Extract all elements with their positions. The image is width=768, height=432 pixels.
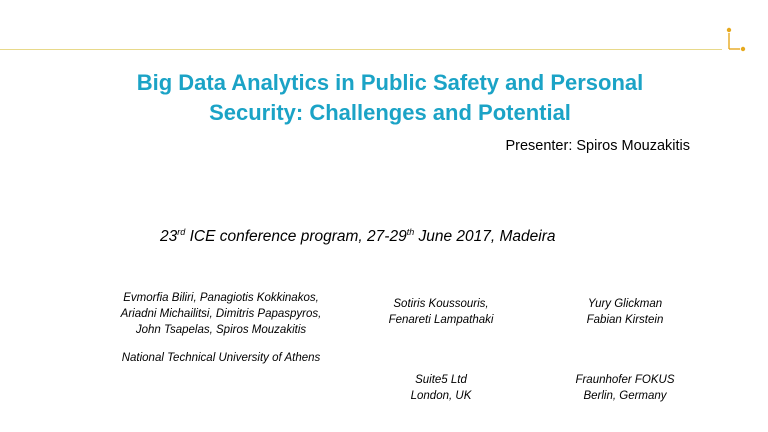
institution-suite5 [360, 372, 522, 404]
author-line: Ariadni Michailitsi, Dimitris Papaspyros, [120, 308, 322, 320]
title-line-1: Big Data Analytics in Public Safety and Personal [136, 70, 644, 95]
title-line-2: Security: Challenges and Potential [209, 100, 571, 125]
corner-bracket-dots-icon [720, 24, 750, 54]
conference-month-location: June 2017, Madeira [414, 228, 556, 245]
institution-line: Fraunhofer FOKUS [575, 374, 675, 386]
author-line: Yury Glickman [587, 298, 663, 310]
institution-line: National Technical University of Athens [121, 352, 321, 364]
conference-edition: 23 [160, 228, 178, 245]
institution-ntua [108, 350, 334, 366]
author-group-ntua [108, 290, 334, 338]
conference-line [160, 227, 680, 246]
institution-line: Berlin, Germany [583, 390, 667, 402]
slide-title [80, 68, 700, 128]
author-line: Sotiris Koussouris, [393, 298, 489, 310]
header-rule [0, 49, 722, 50]
conference-date-suffix: th [406, 227, 415, 237]
author-group-suite5 [360, 296, 522, 328]
conference-edition-suffix: rd [177, 227, 186, 237]
author-line: John Tsapelas, Spiros Mouzakitis [135, 324, 307, 336]
author-group-fraunhofer [548, 296, 702, 328]
institution-line: London, UK [410, 390, 472, 402]
institution-line: Suite5 Ltd [415, 374, 467, 386]
institution-fraunhofer [548, 372, 702, 404]
author-line: Evmorfia Biliri, Panagiotis Kokkinakos, [123, 292, 319, 304]
author-line: Fenareti Lampathaki [388, 314, 494, 326]
conference-program-dates: ICE conference program, 27-29 [185, 228, 407, 245]
author-line: Fabian Kirstein [586, 314, 664, 326]
presenter-label: Presenter: Spiros Mouzakitis [505, 138, 690, 154]
